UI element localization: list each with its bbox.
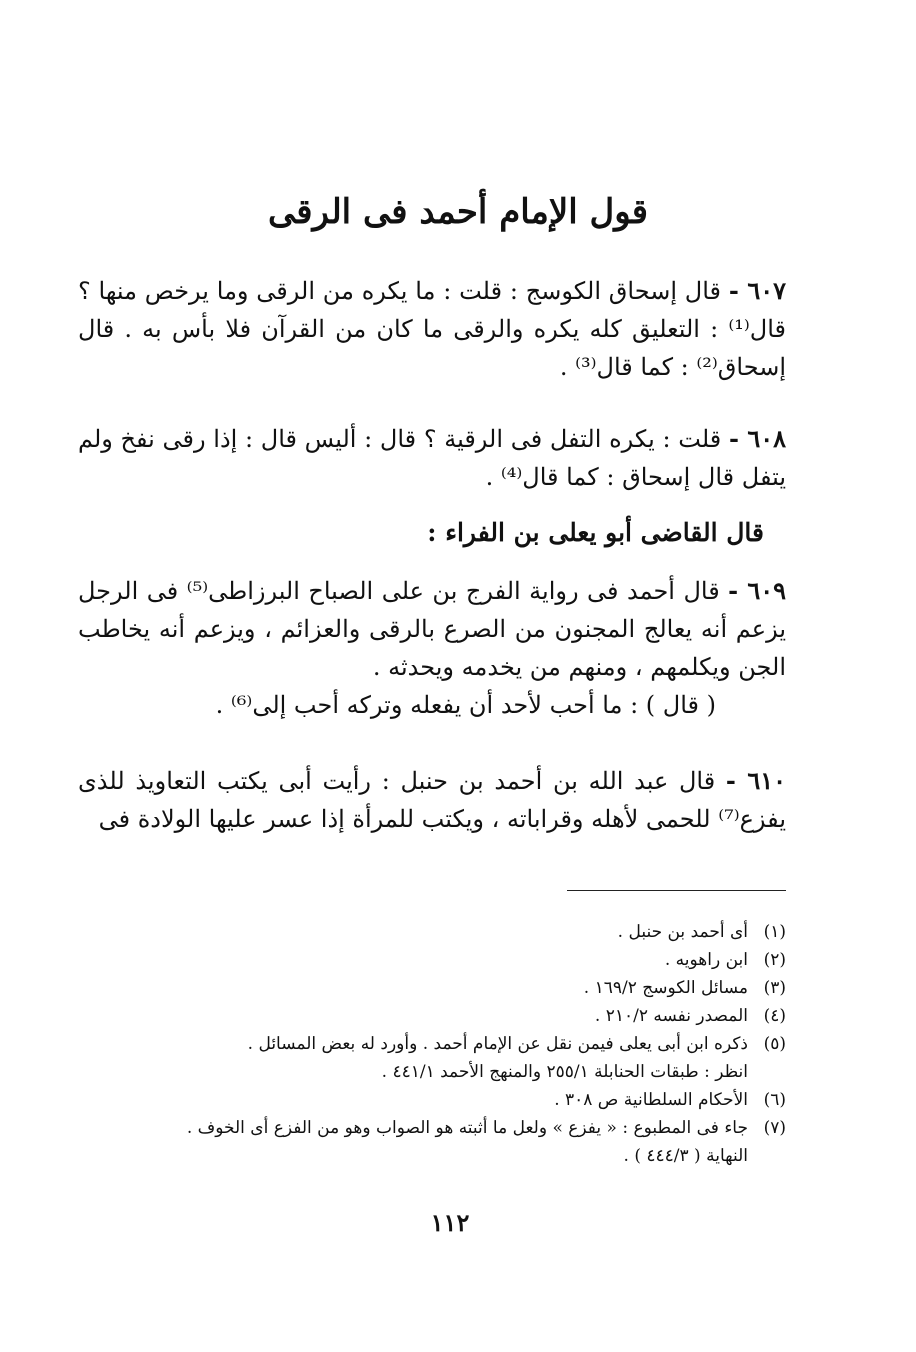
footnote-text: جاء فى المطبوع : « يفزع » ولعل ما أثبته هو الصواب وهو من الفزع أى الخوف . <box>186 1118 748 1138</box>
footnote-text: ذكره ابن أبى يعلى فيمن نقل عن الإمام أحمد . وأورد له بعض المسائل . <box>247 1034 748 1054</box>
footnote-number: (٦) <box>763 1090 786 1110</box>
footnote-text-continued: النهاية ( ٤٤٤/٣ ) . <box>623 1146 748 1166</box>
footnote-text: الأحكام السلطانية ص ٣٠٨ . <box>554 1090 748 1110</box>
footnotes <box>90 918 786 1170</box>
footnote-number: (٧) <box>763 1118 786 1138</box>
paragraph-number: ٦٠٩ - <box>728 576 786 605</box>
footnote-separator <box>567 890 786 891</box>
footnote-4 <box>90 1002 786 1030</box>
footnote-text: أى أحمد بن حنبل . <box>617 922 748 942</box>
footnote-number: (١) <box>763 922 786 942</box>
footnote-2 <box>90 946 786 974</box>
paragraph-text: قال إسحاق الكوسج : قلت : ما يكره من الرقى وما يرخص منها ؟ قال⁽¹⁾ : التعليق كله يكره والرقى ما كان من القرآن فلا بأس به . قال إسحاق⁽²⁾ : كما قال⁽³⁾ . <box>78 277 786 381</box>
paragraph-text: قال أحمد فى رواية الفرج بن على الصباح البرزاطى⁽⁵⁾ فى الرجل يزعم أنه يعالج المجنون من الصرع بالرقى والعزائم ، ويزعم أنه يخاطب الجن ويكلمهم ، ومنهم من يخدمه ويحدثه . <box>78 577 786 681</box>
footnote-text-block <box>90 1114 748 1170</box>
footnote-1 <box>90 918 786 946</box>
footnote-number: (٥) <box>763 1034 786 1054</box>
paragraph-610 <box>78 762 786 838</box>
paragraph-text: قال عبد الله بن أحمد بن حنبل : رأيت أبى يكتب التعاويذ للذى يفزع⁽⁷⁾ للحمى لأهله وقراباته ، ويكتب للمرأة إذا عسر عليها الولادة فى <box>78 767 786 833</box>
footnote-number: (٢) <box>763 950 786 970</box>
footnote-number: (٤) <box>763 1006 786 1026</box>
paragraph-text: قلت : يكره التفل فى الرقية ؟ قال : أليس قال : إذا رقى نفخ ولم يتفل قال إسحاق : كما قال⁽⁴⁾ . <box>78 425 786 491</box>
footnote-7 <box>90 1114 786 1170</box>
paragraph-number: ٦٠٧ - <box>728 276 786 305</box>
chapter-title: قول الإمام أحمد فى الرقى <box>267 192 649 232</box>
paragraph-609 <box>78 572 786 724</box>
footnote-5 <box>90 1030 786 1086</box>
page-number: ١١٢ <box>430 1208 470 1237</box>
paragraph-number: ٦١٠ - <box>725 766 786 795</box>
paragraph-number: ٦٠٨ - <box>728 424 786 453</box>
footnote-3 <box>90 974 786 1002</box>
footnote-text: ابن راهويه . <box>664 950 748 970</box>
footnote-number: (٣) <box>763 978 786 998</box>
paragraph-607 <box>78 272 786 386</box>
footnote-6 <box>90 1086 786 1114</box>
footnote-text: المصدر نفسه ٢١٠/٢ . <box>594 1006 748 1026</box>
footnote-text-block <box>90 1030 748 1086</box>
paragraph-quote: ( قال ) : ما أحب لأحد أن يفعله وتركه أحب إلى⁽⁶⁾ . <box>215 691 716 719</box>
footnote-text: مسائل الكوسج ١٦٩/٢ . <box>583 978 748 998</box>
section-heading: قال القاضى أبو يعلى بن الفراء : <box>427 518 764 547</box>
footnote-text-continued: انظر : طبقات الحنابلة ٢٥٥/١ والمنهج الأحمد ٤٤١/١ . <box>381 1062 748 1082</box>
paragraph-608 <box>78 420 786 496</box>
